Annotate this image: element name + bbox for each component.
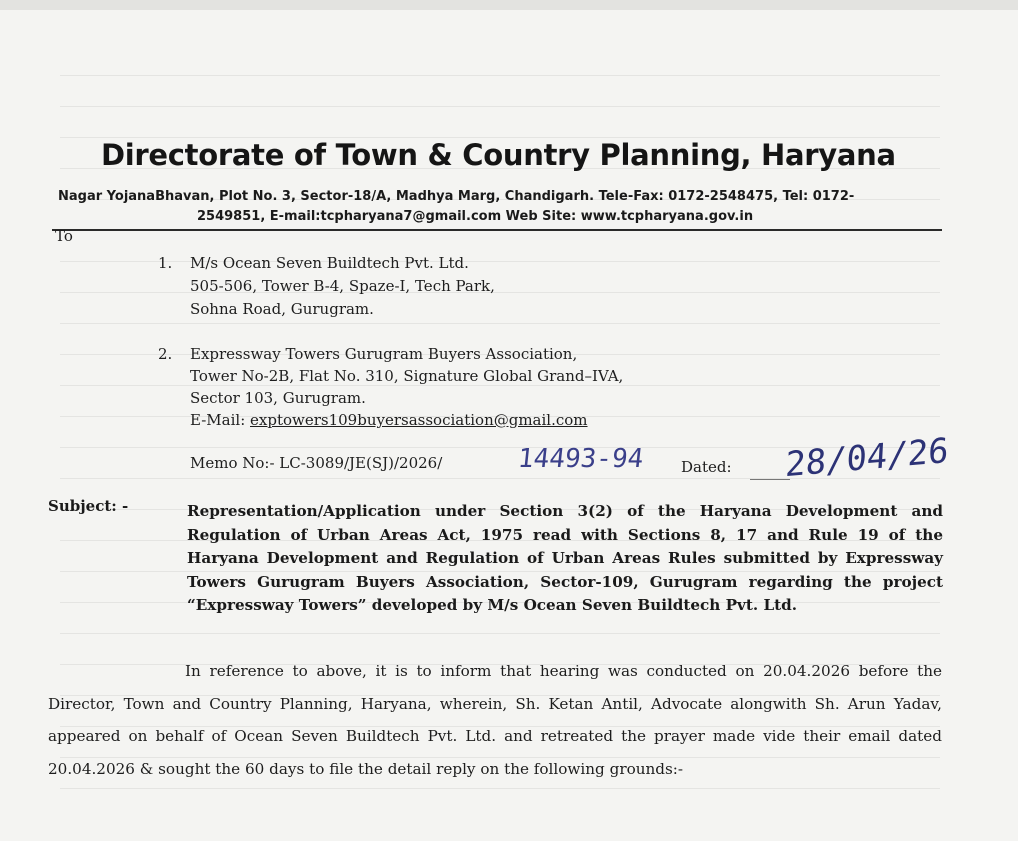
scan-edge [0, 0, 1018, 10]
letterhead-divider [52, 229, 942, 231]
dated-label: Dated: [681, 458, 732, 476]
recipient-2-number: 2. [158, 345, 173, 363]
letterhead-address-line-2: 2549851, E-mail:tcpharyana7@gmail.com Web Site: www.tcpharyana.gov.in [197, 209, 754, 224]
handwritten-date: 28/04/26 [784, 430, 950, 486]
recipient-2-line-2: Tower No-2B, Flat No. 310, Signature Global Grand–IVA, [190, 367, 624, 385]
recipient-1-line-2: 505-506, Tower B-4, Spaze-I, Tech Park, [190, 277, 495, 295]
recipient-1-line-3: Sohna Road, Gurugram. [190, 300, 374, 318]
body-paragraph-1: In reference to above, it is to inform that hearing was conducted on 20.04.2026 before the Director, Town and Country Planning, Haryana, wherein, Sh. Ketan Antil, Advocate alongwith Sh. Arun Yadav, appeared on behalf of Ocean Seven Buildtech Pvt. Ltd. and retreated the prayer made vide their email dated 20.04.2026 & sought the 60 days to file the detail reply on the following grounds:- [48, 662, 942, 778]
memo-handwritten-number: 14493-94 [516, 444, 645, 474]
recipient-1-number: 1. [158, 254, 173, 272]
letterhead-address-line-1: Nagar YojanaBhavan, Plot No. 3, Sector-18/A, Madhya Marg, Chandigarh. Tele-Fax: 0172-2548475, Tel: 0172- [58, 189, 855, 204]
subject-text [187, 500, 943, 618]
letter-body [48, 655, 942, 785]
letterhead-title: Directorate of Town & Country Planning, Haryana [101, 138, 896, 172]
recipient-1-line-1: M/s Ocean Seven Buildtech Pvt. Ltd. [190, 254, 469, 272]
memo-number-label: Memo No:- LC-3089/JE(SJ)/2026/ [190, 454, 443, 472]
subject-paragraph: Representation/Application under Section 3(2) of the Haryana Development and Regulation of Urban Areas Act, 1975 read with Sections 8, 17 and Rule 19 of the Haryana Development and Regulation of Urban Areas Rules submitted by Expressway Towers Gurugram Buyers Association, Sector-109, Gurugram regarding the project “Expressway Towers” developed by M/s Ocean Seven Buildtech Pvt. Ltd. [187, 502, 943, 614]
recipient-2-email-row [190, 411, 588, 429]
to-label: To [55, 227, 73, 245]
recipient-2-line-1: Expressway Towers Gurugram Buyers Association, [190, 345, 578, 363]
subject-label: Subject: - [48, 497, 129, 515]
recipient-2-line-3: Sector 103, Gurugram. [190, 389, 366, 407]
recipient-2-email-link[interactable]: exptowers109buyersassociation@gmail.com [250, 411, 588, 429]
email-label: E-Mail: [190, 411, 251, 429]
